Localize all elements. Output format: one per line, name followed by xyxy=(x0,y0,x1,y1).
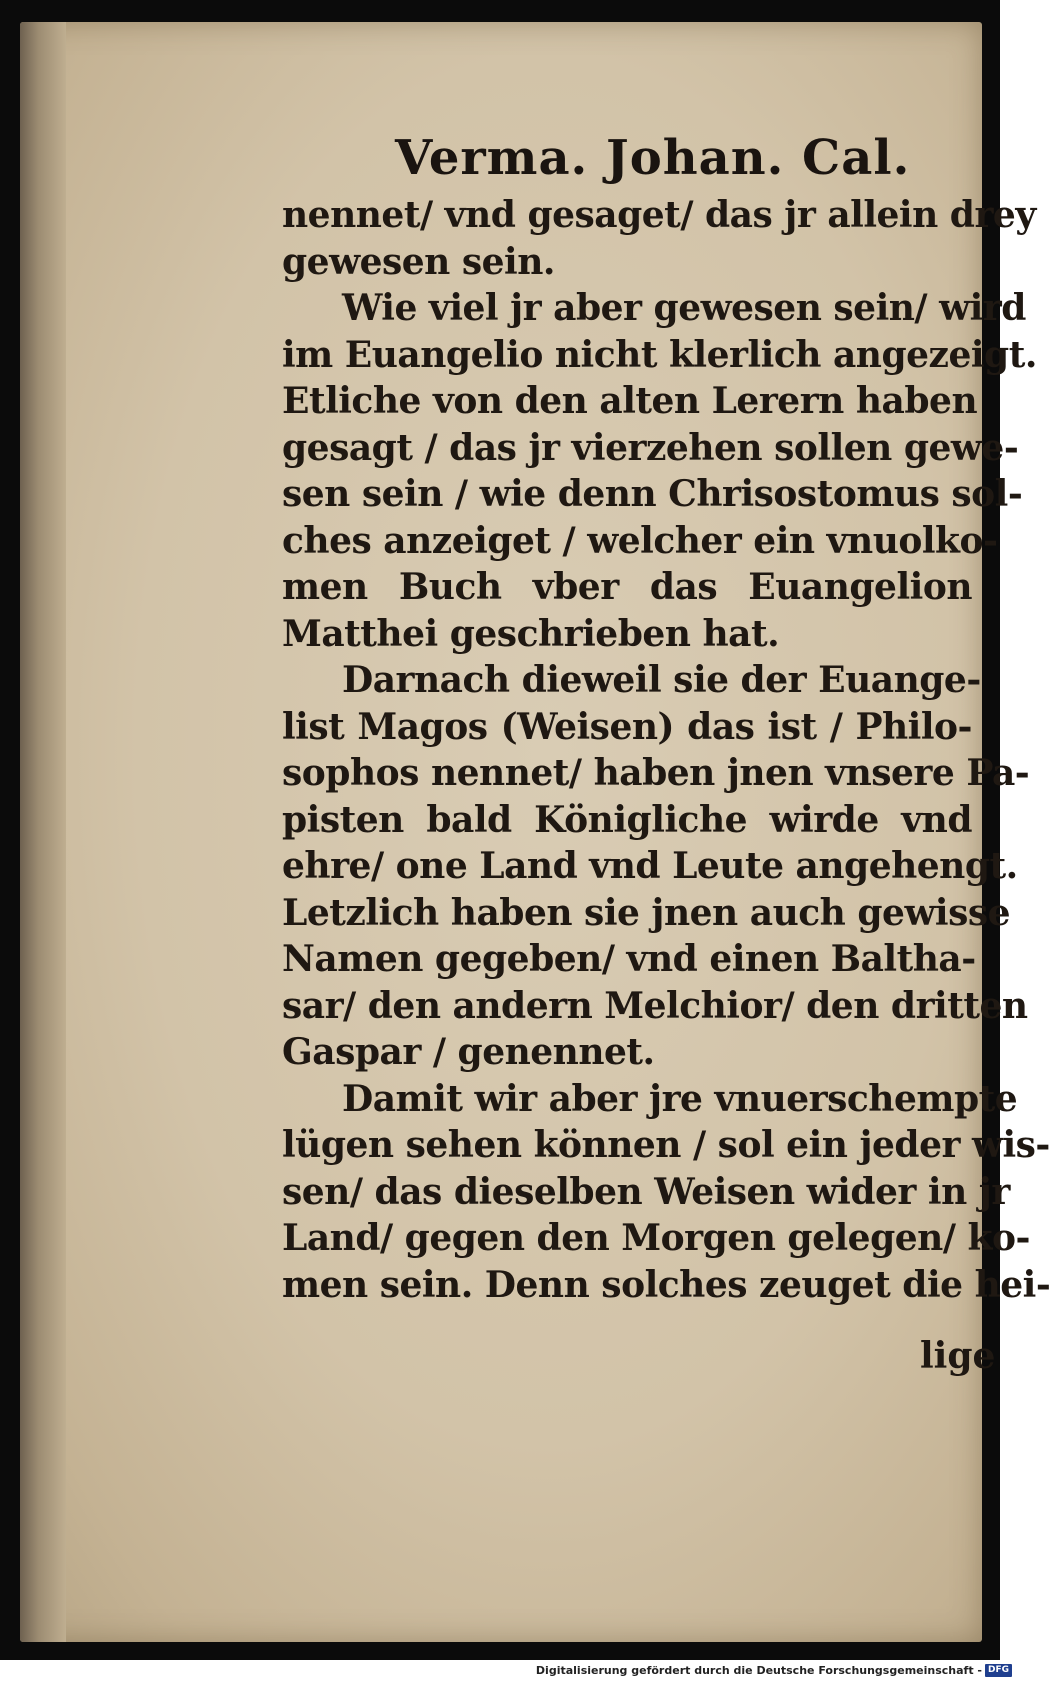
text-line: ches anzeiget / welcher ein vnuolko- xyxy=(282,519,998,562)
text-line: men sein. Denn solches zeuget die hei- xyxy=(282,1263,1050,1306)
text-line: sen sein / wie denn Chrisostomus sol- xyxy=(282,473,1023,515)
text-line: pisten bald Königliche wirde vnd xyxy=(282,798,972,841)
text-line: list Magos (Weisen) das ist / Philo- xyxy=(282,705,972,748)
text-line: sophos nennet/ haben jnen vnsere Pa- xyxy=(282,752,1030,794)
text-line: gewesen sein. xyxy=(282,240,555,283)
text-line: Gaspar / genennet. xyxy=(282,1031,655,1073)
page-gutter xyxy=(20,22,66,1642)
text-line: Etliche von den alten Lerern haben xyxy=(282,380,978,422)
text-line: Land/ gegen den Morgen gelegen/ ko- xyxy=(282,1217,1030,1259)
catchword: lige xyxy=(920,1335,996,1377)
text-line: Namen gegeben/ vnd einen Baltha- xyxy=(282,938,976,980)
text-line: im Euangelio nicht klerlich angezeigt. xyxy=(282,333,1037,376)
text-line: gesagt / das jr vierzehen sollen gewe- xyxy=(282,426,1019,469)
digitization-credit xyxy=(536,1664,1012,1677)
text-line: sar/ den andern Melchior/ den dritten xyxy=(282,984,1028,1027)
text-line: sen/ das dieselben Weisen wider in jr xyxy=(282,1170,1010,1213)
dfg-logo: DFG xyxy=(985,1664,1012,1677)
text-line: ehre/ one Land vnd Leute angehengt. xyxy=(282,845,1018,887)
text-line: Wie viel jr aber gewesen sein/ wird xyxy=(342,287,1026,329)
running-head: Verma. Johan. Cal. xyxy=(395,130,911,186)
text-line: men Buch vber das Euangelion xyxy=(282,566,972,608)
text-line: Damit wir aber jre vnuerschempte xyxy=(342,1077,1018,1120)
text-line: nennet/ vnd gesaget/ das jr allein drey xyxy=(282,194,1036,236)
page-body-text xyxy=(282,192,1050,1308)
text-line: Letzlich haben sie jnen auch gewisse xyxy=(282,891,1011,934)
text-line: Matthei geschrieben hat. xyxy=(282,612,780,655)
credit-text: Digitalisierung gefördert durch die Deutsche Forschungsgemeinschaft - xyxy=(535,1664,982,1677)
text-line: lügen sehen können / sol ein jeder wis- xyxy=(282,1124,1050,1166)
text-line: Darnach dieweil sie der Euange- xyxy=(342,659,981,701)
